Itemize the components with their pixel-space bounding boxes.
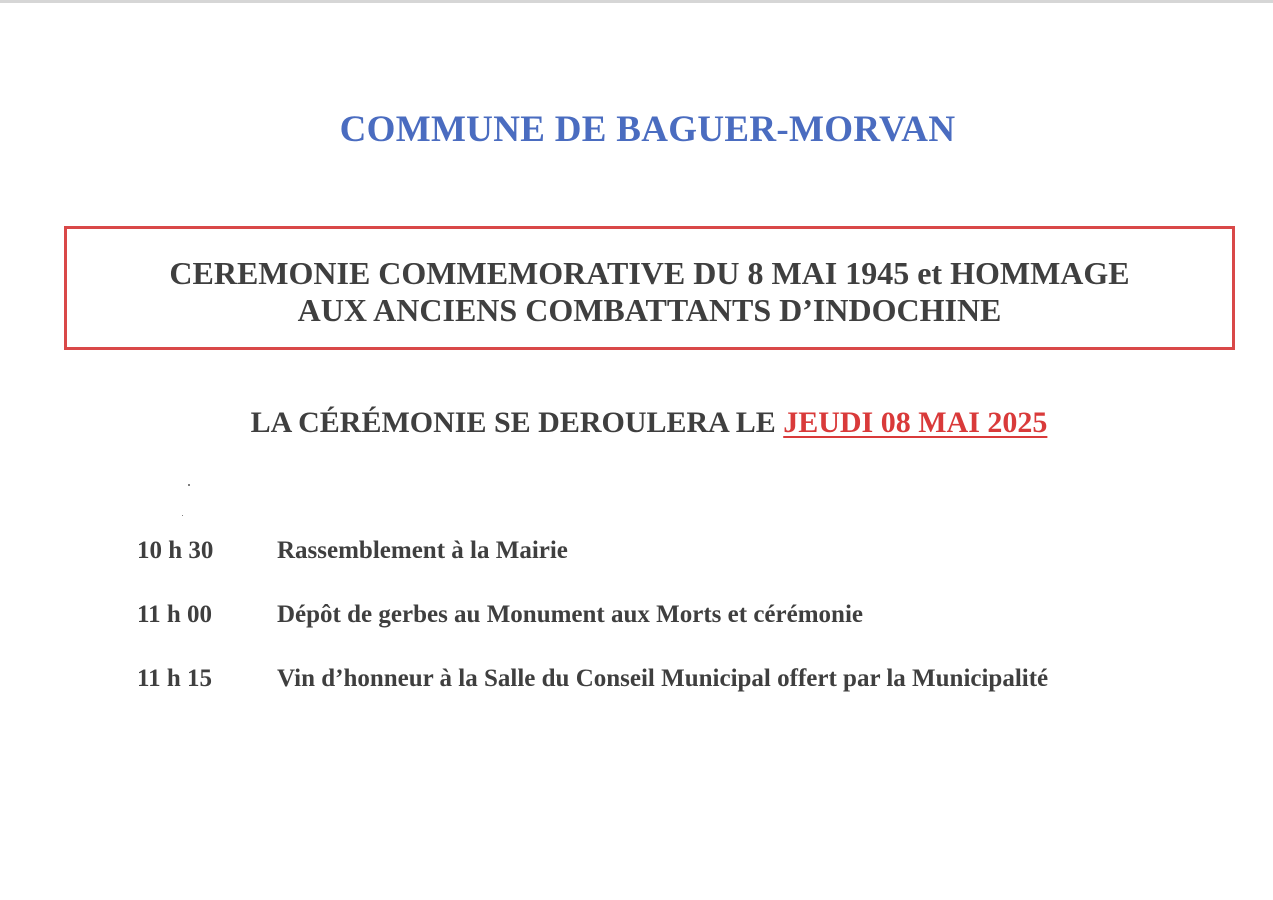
event-title-box (64, 226, 1235, 350)
schedule-row (137, 601, 1237, 665)
schedule-time: 11 h 15 (137, 665, 213, 692)
schedule-list (137, 537, 1237, 729)
schedule-description: Rassemblement à la Mairie (277, 537, 568, 564)
schedule-description: Vin d’honneur à la Salle du Conseil Municipal offert par la Municipalité (277, 665, 1049, 692)
scan-speck (182, 515, 183, 516)
event-title-line-2: AUX ANCIENS COMBATTANTS D’INDOCHINE (297, 292, 1002, 328)
schedule-row (137, 537, 1237, 601)
announcement-prefix: LA CÉRÉMONIE SE DEROULERA LE (250, 406, 784, 439)
schedule-time: 10 h 30 (137, 537, 214, 564)
event-title-line-1: CEREMONIE COMMEMORATIVE DU 8 MAI 1945 et HOMMAGE (169, 255, 1130, 291)
schedule-time: 11 h 00 (137, 601, 213, 628)
ceremony-date-announcement (0, 406, 1273, 440)
page-top-edge (0, 0, 1273, 3)
schedule-description: Dépôt de gerbes au Monument aux Morts et cérémonie (277, 601, 863, 628)
event-title (67, 255, 1232, 329)
ceremony-date: JEUDI 08 MAI 2025 (783, 406, 1048, 439)
commune-title: COMMUNE DE BAGUER-MORVAN (339, 109, 956, 150)
schedule-row (137, 665, 1237, 729)
scan-speck (188, 484, 190, 486)
